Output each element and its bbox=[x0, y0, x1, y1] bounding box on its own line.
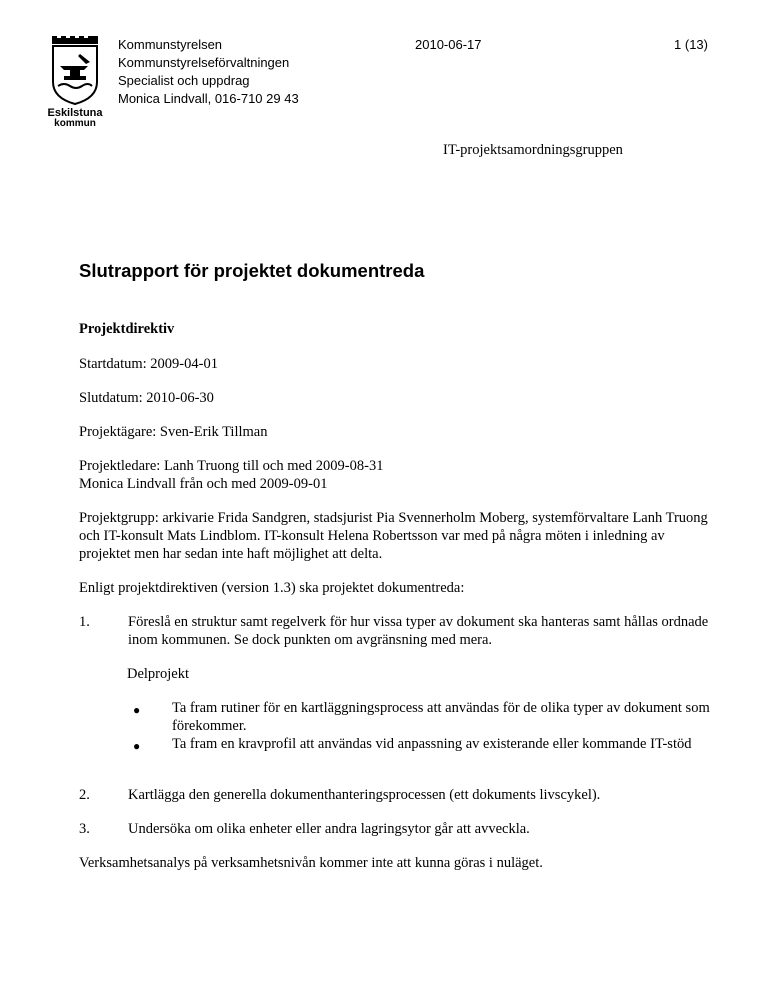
directive-intro: Enligt projektdirektiven (version 1.3) ska projektet dokumentreda: bbox=[79, 580, 465, 596]
start-date: Startdatum: 2009-04-01 bbox=[79, 356, 218, 372]
end-date: Slutdatum: 2010-06-30 bbox=[79, 390, 214, 406]
logo-text-line2: kommun bbox=[54, 118, 96, 128]
recipient: IT-projektsamordningsgruppen bbox=[443, 142, 623, 158]
municipality-logo bbox=[44, 36, 106, 128]
document-date: 2010-06-17 bbox=[415, 37, 482, 52]
sender-line: Kommunstyrelsen bbox=[118, 37, 223, 52]
crown-icon bbox=[52, 36, 98, 44]
sender-line: Specialist och uppdrag bbox=[118, 73, 250, 88]
section-heading: Projektdirektiv bbox=[79, 321, 175, 337]
list-number: 2. bbox=[79, 787, 90, 803]
list-item-text: Undersöka om olika enheter eller andra lagringsytor går att avveckla. bbox=[128, 821, 530, 837]
project-leader: Projektledare: Lanh Truong till och med 2009-08-31 bbox=[79, 458, 384, 474]
list-item-text: Föreslå en struktur samt regelverk för hur vissa typer av dokument ska hanteras samt hållas ordnade inom kommunen. Se dock punkten om avgränsning med mera. bbox=[128, 614, 709, 648]
bullet-icon: ● bbox=[133, 703, 141, 717]
closing-paragraph: Verksamhetsanalys på verksamhetsnivån kommer inte att kunna göras i nuläget. bbox=[79, 855, 543, 871]
sender-line: Kommunstyrelseförvaltningen bbox=[118, 55, 290, 70]
logo-text-line1: Eskilstuna bbox=[47, 107, 103, 119]
list-item-text: Kartlägga den generella dokumenthanteringsprocessen (ett dokuments livscykel). bbox=[128, 787, 601, 803]
subproject-label: Delprojekt bbox=[127, 666, 190, 682]
project-owner: Projektägare: Sven-Erik Tillman bbox=[79, 424, 268, 440]
document-title: Slutrapport för projektet dokumentreda bbox=[79, 260, 425, 281]
project-leader: Monica Lindvall från och med 2009-09-01 bbox=[79, 476, 328, 492]
project-group: Projektgrupp: arkivarie Frida Sandgren, stadsjurist Pia Svennerholm Moberg, systemförvaltare Lanh Truong och IT-konsult Mats Lindblom. IT-konsult Helena Robertsson var med på några möten i inledning av projektet men har sedan inte haft möjlighet att delta. bbox=[79, 510, 708, 562]
page-number: 1 (13) bbox=[674, 37, 708, 52]
sender-block bbox=[118, 36, 299, 108]
bullet-icon: ● bbox=[133, 739, 141, 753]
list-number: 1. bbox=[79, 614, 90, 630]
sender-line: Monica Lindvall, 016-710 29 43 bbox=[118, 91, 299, 106]
bullet-text: Ta fram en kravprofil att användas vid anpassning av existerande eller kommande IT-stöd bbox=[172, 736, 692, 752]
list-number: 3. bbox=[79, 821, 90, 837]
bullet-text: Ta fram rutiner för en kartläggningsprocess att användas för de olika typer av dokument som förekommer. bbox=[172, 700, 710, 734]
